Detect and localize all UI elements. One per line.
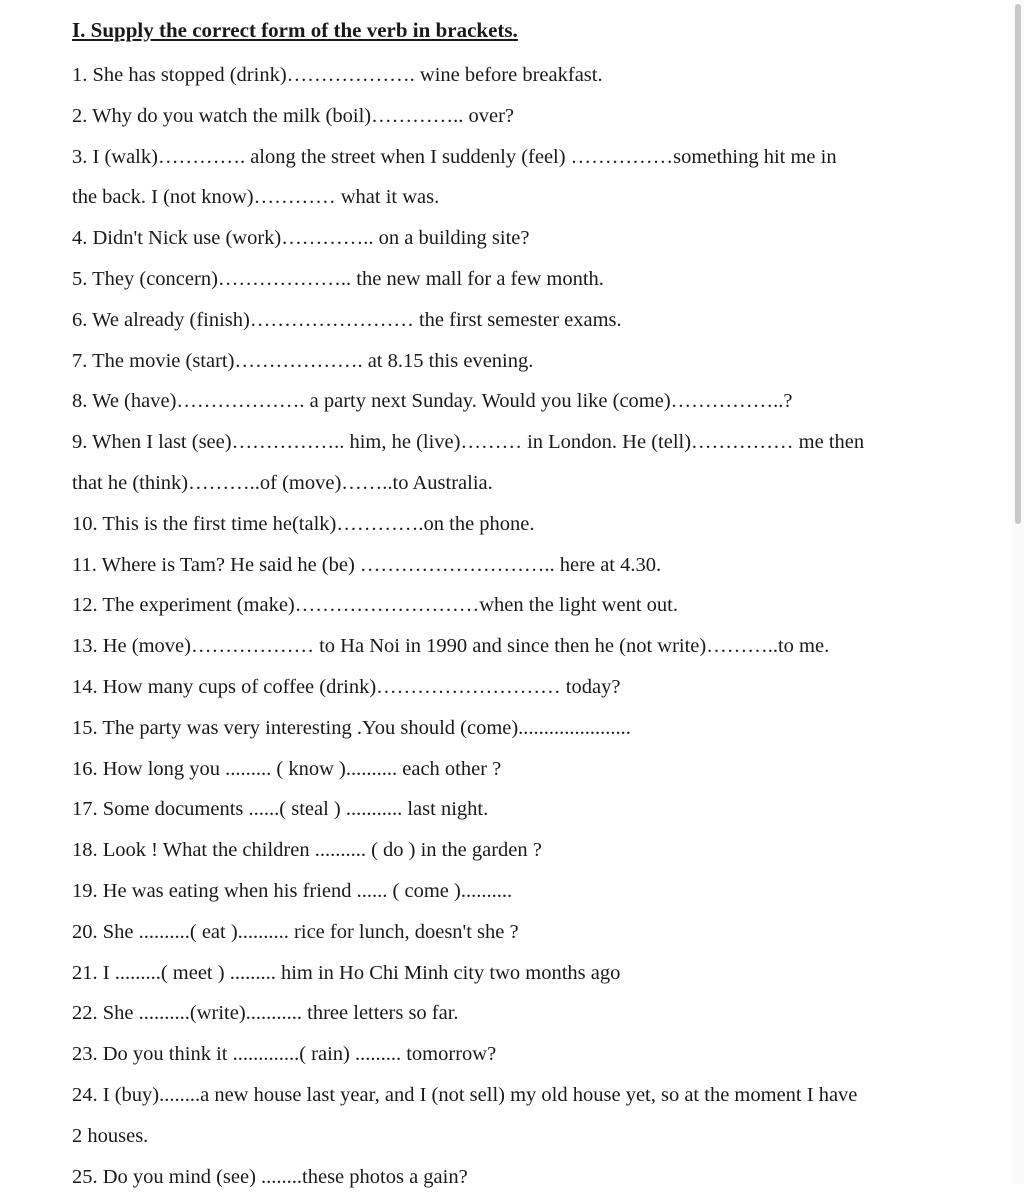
exercise-item (72, 953, 977, 994)
exercise-line: 9. When I last (see)…………….. him, he (live)……… in London. He (tell)…………… me then (72, 431, 865, 454)
exercise-line: the back. I (not know)………… what it was. (72, 186, 440, 209)
exercise-line: 2. Why do you watch the milk (boil)………….. over? (72, 104, 515, 127)
exercise-line: 12. The experiment (make)………………………when the light went out. (72, 594, 678, 617)
exercise-item (72, 871, 977, 912)
exercise-item (72, 341, 977, 382)
exercise-item (72, 422, 977, 504)
exercise-line: 1. She has stopped (drink)………………. wine before breakfast. (72, 64, 603, 86)
exercise-line: 13. He (move)……………… to Ha Noi in 1990 and since then he (not write)………..to me. (72, 635, 830, 658)
exercise-item (72, 55, 977, 96)
exercise-line: 14. How many cups of coffee (drink)……………………… today? (72, 675, 621, 698)
exercise-line: 11. Where is Tam? He said he (be) ……………………….. here at 4.30. (72, 553, 662, 576)
exercise-item (72, 96, 977, 137)
exercise-line: 17. Some documents ......( steal ) ........... last night. (72, 798, 489, 821)
exercise-line: 23. Do you think it .............( rain) ......... tomorrow? (72, 1043, 497, 1066)
exercise-item (72, 708, 977, 749)
exercise-item (72, 585, 977, 626)
exercise-line: 22. She ..........(write)........... three letters so far. (72, 1002, 459, 1025)
scrollbar[interactable] (1012, 0, 1024, 1184)
exercise-item (72, 1075, 977, 1157)
exercise-item (72, 667, 977, 708)
exercise-line: 7. The movie (start)………………. at 8.15 this evening. (72, 349, 534, 372)
exercise-item (72, 137, 977, 219)
exercise-item (72, 504, 977, 545)
exercise-item (72, 1157, 977, 1197)
exercise-line: 5. They (concern)……………….. the new mall for a few month. (72, 267, 604, 290)
exercise-line: 20. She ..........( eat ).......... rice for lunch, doesn't she ? (72, 920, 519, 943)
exercise-line: that he (think)………..of (move)……..to Australia. (72, 471, 493, 494)
exercise-line: 24. I (buy)........a new house last year, and I (not sell) my old house yet, so at the moment I have (72, 1083, 858, 1106)
exercise-list (72, 55, 977, 1197)
exercise-item (72, 912, 977, 953)
exercise-item (72, 993, 977, 1034)
exercise-item (72, 1034, 977, 1075)
exercise-line: 21. I .........( meet ) ......... him in Ho Chi Minh city two months ago (72, 961, 621, 984)
exercise-line: 6. We already (finish)…………………… the first semester exams. (72, 308, 622, 331)
exercise-item (72, 830, 977, 871)
exercise-line: 8. We (have)………………. a party next Sunday. Would you like (come)……………..? (72, 390, 793, 413)
exercise-line: 18. Look ! What the children .......... ( do ) in the garden ? (72, 839, 542, 862)
exercise-item (72, 381, 977, 422)
exercise-item (72, 749, 977, 790)
exercise-item (72, 789, 977, 830)
exercise-line: 10. This is the first time he(talk)………….on the phone. (72, 512, 535, 535)
exercise-line: 15. The party was very interesting .You should (come)...................... (72, 716, 631, 739)
exercise-line: 19. He was eating when his friend ...... ( come ).......... (72, 879, 513, 902)
exercise-heading: I. Supply the correct form of the verb in brackets. (72, 18, 518, 42)
exercise-line: 3. I (walk)…………. along the street when I suddenly (feel) ……………something hit me in (72, 145, 837, 168)
exercise-line: 2 houses. (72, 1124, 149, 1147)
exercise-line: 16. How long you ......... ( know ).......... each other ? (72, 757, 502, 780)
exercise-line: 4. Didn't Nick use (work)………….. on a building site? (72, 227, 530, 250)
worksheet (72, 14, 977, 1197)
exercise-item (72, 545, 977, 586)
scrollbar-thumb[interactable] (1015, 4, 1021, 524)
exercise-line: 25. Do you mind (see) ........these photos a gain? (72, 1165, 468, 1188)
exercise-item (72, 300, 977, 341)
exercise-item (72, 218, 977, 259)
exercise-item (72, 626, 977, 667)
exercise-item (72, 259, 977, 300)
